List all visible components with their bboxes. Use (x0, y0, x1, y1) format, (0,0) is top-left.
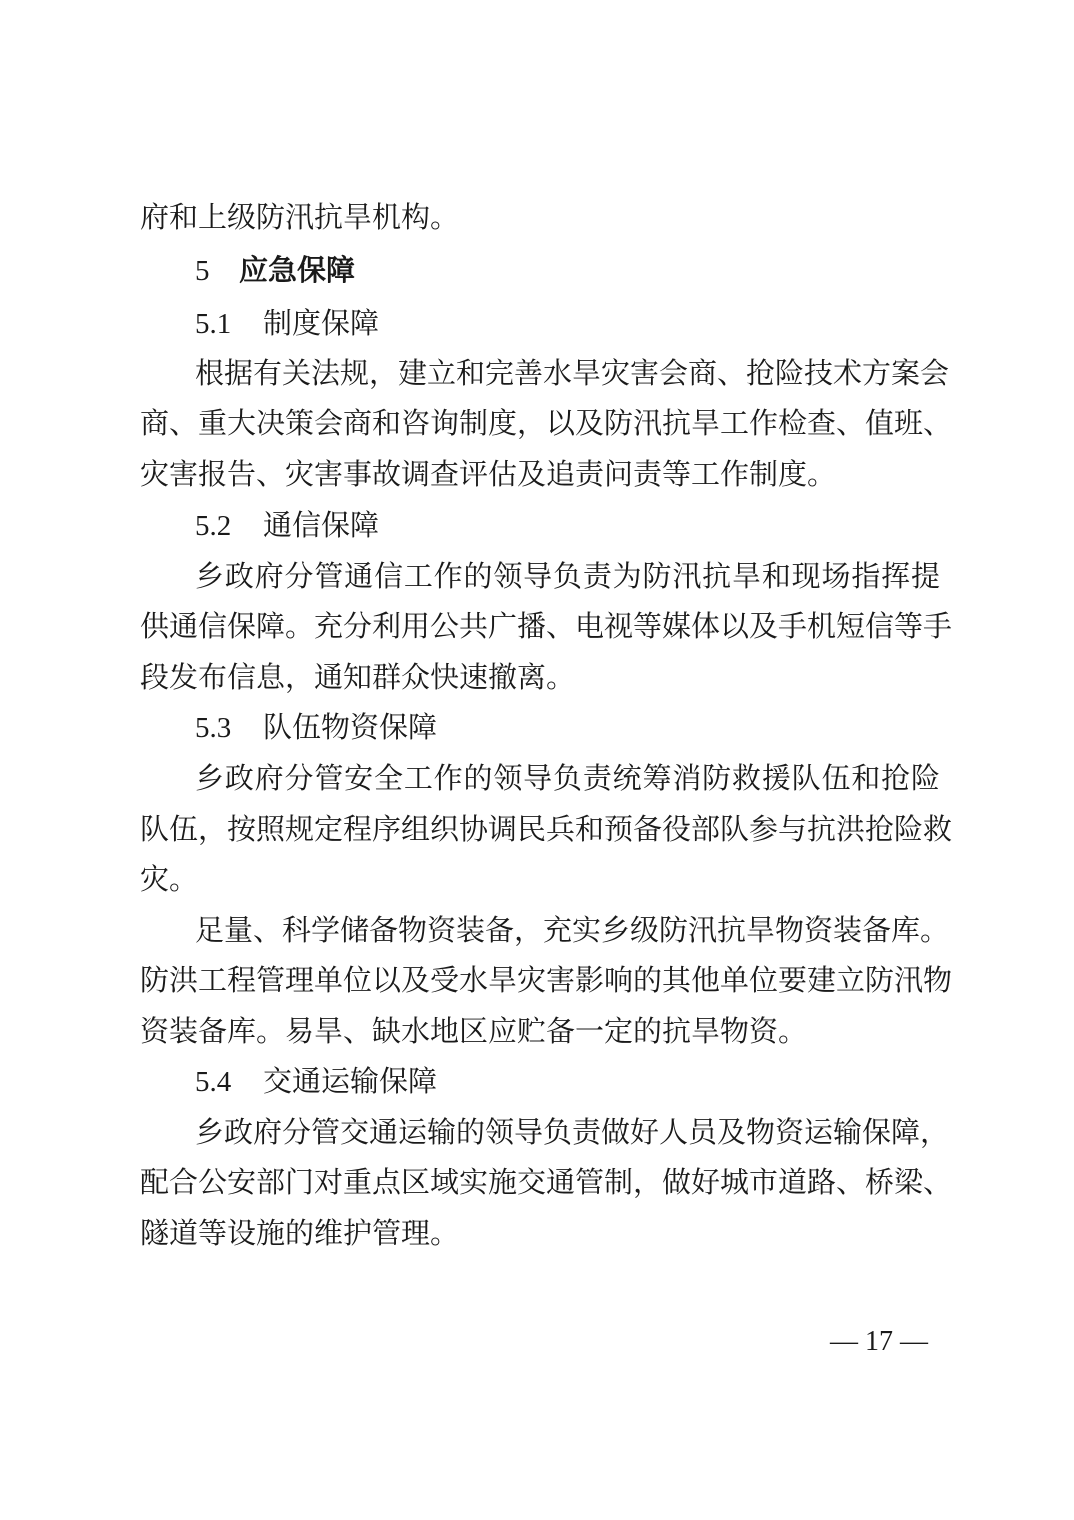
section-heading-5-2 (195, 506, 995, 545)
paragraph-line: 足量、科学储备物资装备，充实乡级防汛抗旱物资装备库。 (195, 913, 950, 947)
paragraph-line: 隧道等设施的维护管理。 (140, 1216, 460, 1250)
section-title: 通信保障 (263, 508, 380, 542)
section-number: 5.4 (195, 1066, 232, 1098)
paragraph-line: 府和上级防汛抗旱机构。 (140, 200, 460, 234)
paragraph-line: 供通信保障。充分利用公共广播、电视等媒体以及手机短信等手 (140, 609, 953, 643)
section-heading-5-1 (195, 304, 995, 343)
section-heading-5-3 (195, 708, 995, 747)
paragraph-line: 根据有关法规，建立和完善水旱灾害会商、抢险技术方案会 (195, 356, 950, 390)
page-number: — 17 — (830, 1326, 928, 1357)
paragraph-line: 乡政府分管交通运输的领导负责做好人员及物资运输保障， (195, 1115, 950, 1149)
paragraph-line: 资装备库。易旱、缺水地区应贮备一定的抗旱物资。 (140, 1014, 808, 1048)
paragraph-line: 乡政府分管通信工作的领导负责为防汛抗旱和现场指挥提 (195, 559, 940, 593)
section-title: 制度保障 (263, 306, 380, 340)
section-title: 应急保障 (239, 253, 356, 287)
section-number: 5.1 (195, 308, 232, 340)
paragraph-line: 灾。 (140, 862, 199, 896)
section-heading-5 (195, 251, 995, 290)
section-number: 5.3 (195, 712, 232, 744)
paragraph-line: 段发布信息，通知群众快速撤离。 (140, 660, 576, 694)
paragraph-line: 队伍，按照规定程序组织协调民兵和预备役部队参与抗洪抢险救 (140, 812, 953, 846)
section-heading-5-4 (195, 1062, 995, 1101)
paragraph-line: 乡政府分管安全工作的领导负责统筹消防救援队伍和抢险 (195, 761, 940, 795)
section-title: 队伍物资保障 (263, 710, 438, 744)
section-title: 交通运输保障 (263, 1064, 438, 1098)
paragraph-line: 灾害报告、灾害事故调查评估及追责问责等工作制度。 (140, 457, 837, 491)
section-number: 5 (195, 255, 210, 287)
paragraph-line: 防洪工程管理单位以及受水旱灾害影响的其他单位要建立防汛物 (140, 963, 953, 997)
section-number: 5.2 (195, 510, 232, 542)
paragraph-line: 配合公安部门对重点区域实施交通管制，做好城市道路、桥梁、 (140, 1165, 953, 1199)
paragraph-line: 商、重大决策会商和咨询制度，以及防汛抗旱工作检查、值班、 (140, 406, 953, 440)
